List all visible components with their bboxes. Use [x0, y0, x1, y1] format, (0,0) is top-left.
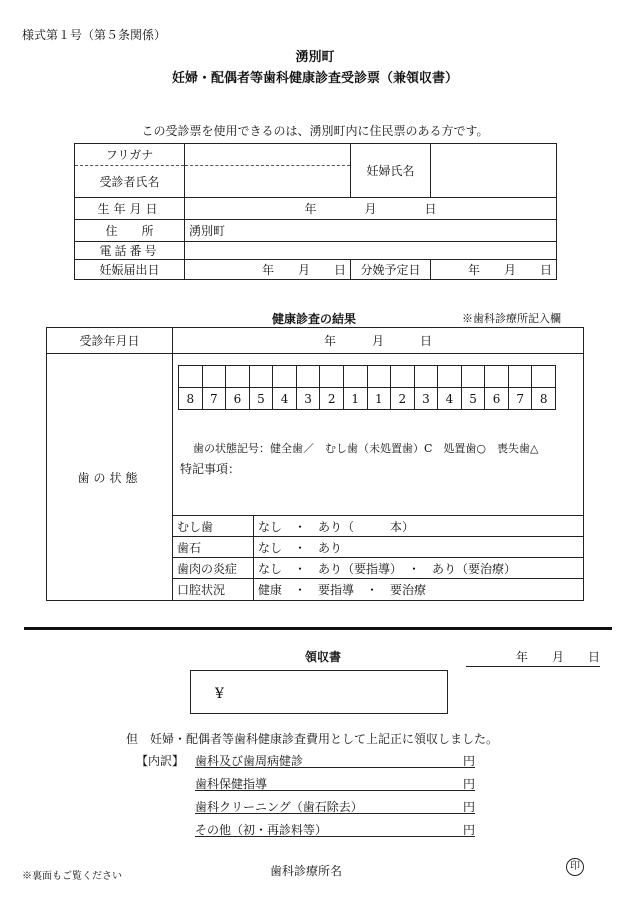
due-date-field[interactable]: 年 月 日 [431, 260, 557, 280]
amount-box[interactable] [190, 670, 448, 714]
tooth-box[interactable] [202, 366, 226, 388]
row-label-cavity: むし歯 [173, 516, 254, 537]
exam-date-field[interactable]: 年 月 日 [173, 328, 584, 354]
phone-field[interactable] [185, 242, 557, 260]
tooth-box[interactable] [273, 366, 297, 388]
tooth-box[interactable] [438, 366, 462, 388]
receipt-title: 領収書 [305, 650, 342, 664]
tooth-number: 4 [438, 388, 462, 410]
tooth-number: 2 [320, 388, 344, 410]
tooth-box[interactable] [320, 366, 344, 388]
breakdown-item[interactable] [195, 798, 475, 814]
tooth-number: 8 [532, 388, 556, 410]
seal-icon: 印 [566, 858, 584, 876]
tooth-box[interactable] [367, 366, 391, 388]
tooth-number: 6 [226, 388, 250, 410]
pregnant-name-label: 妊婦氏名 [351, 144, 431, 198]
breakdown-item-unit: 円 [462, 777, 475, 791]
tooth-box[interactable] [179, 366, 203, 388]
breakdown-label: 【内訳】 [136, 754, 185, 768]
patient-info-table [74, 143, 557, 280]
tooth-number: 3 [414, 388, 438, 410]
teeth-label: 歯の状態 [47, 354, 173, 601]
row-value-gum-inflammation[interactable]: なし ・ あり（要指導） ・ あり（要治療） [254, 558, 584, 579]
receipt-date[interactable]: 年 月 日 [466, 648, 600, 667]
pregnancy-report-label: 妊娠届出日 [75, 260, 185, 280]
special-notes-label: 特記事項： [180, 462, 241, 476]
form-title: 妊婦・配偶者等歯科健康診査受診票（兼領収書） [171, 71, 458, 86]
phone-label: 電話番号 [75, 242, 185, 260]
tooth-number: 7 [508, 388, 532, 410]
tooth-box[interactable] [485, 366, 509, 388]
pregnant-name-field[interactable] [431, 144, 557, 198]
form-number: 様式第１号（第５条関係） [22, 28, 167, 42]
breakdown-item[interactable] [195, 775, 475, 791]
results-table [46, 327, 584, 601]
receipt-statement: 但 妊婦・配偶者等歯科健康診査費用として上記正に領収しました。 [126, 732, 499, 746]
exam-date-label: 受診年月日 [47, 328, 173, 354]
tooth-box[interactable] [226, 366, 250, 388]
tooth-number: 4 [273, 388, 297, 410]
eligibility-note: この受診票を使用できるのは、湧別町内に住民票のある方です。 [141, 124, 489, 138]
breakdown-item-unit: 円 [462, 823, 475, 837]
tooth-box[interactable] [414, 366, 438, 388]
breakdown-item-label: 歯科クリーニング（歯石除去） [195, 800, 363, 814]
row-label-tartar: 歯石 [173, 537, 254, 558]
address-field[interactable]: 湧別町 [185, 220, 557, 242]
tooth-box[interactable] [461, 366, 485, 388]
breakdown-item-label: 歯科及び歯周病健診 [195, 754, 304, 768]
furigana-label: フリガナ [75, 144, 185, 166]
tooth-box[interactable] [296, 366, 320, 388]
tooth-number: 6 [485, 388, 509, 410]
tooth-box[interactable] [343, 366, 367, 388]
row-value-tartar[interactable]: なし ・ あり [254, 537, 584, 558]
breakdown-item-unit: 円 [462, 800, 475, 814]
breakdown-item-unit: 円 [462, 754, 475, 768]
tooth-box[interactable] [249, 366, 273, 388]
yen-symbol: ¥ [215, 686, 224, 702]
due-date-label: 分娩予定日 [351, 260, 431, 280]
teeth-grid [178, 365, 556, 410]
tooth-box[interactable] [391, 366, 415, 388]
results-heading: 健康診査の結果 [272, 312, 357, 326]
tooth-number: 8 [179, 388, 203, 410]
row-label-oral-condition: 口腔状況 [173, 579, 254, 601]
dob-field[interactable]: 年 月 日 [185, 198, 557, 220]
tooth-number: 5 [249, 388, 273, 410]
row-label-gum-inflammation: 歯肉の炎症 [173, 558, 254, 579]
dob-label: 生年月日 [75, 198, 185, 220]
tooth-number: 1 [343, 388, 367, 410]
address-label: 住 所 [75, 220, 185, 242]
tooth-box[interactable] [532, 366, 556, 388]
breakdown-item[interactable] [195, 821, 475, 837]
breakdown-item-label: その他（初・再診料等） [195, 823, 328, 837]
tooth-number: 3 [296, 388, 320, 410]
pregnancy-report-field[interactable]: 年 月 日 [185, 260, 351, 280]
teeth-chart-cell [173, 354, 584, 516]
patient-name-field[interactable] [185, 166, 351, 198]
clinic-note: ※歯科診療所記入欄 [462, 312, 561, 325]
tooth-number: 2 [391, 388, 415, 410]
tooth-box[interactable] [508, 366, 532, 388]
patient-name-label: 受診者氏名 [75, 166, 185, 198]
section-divider [24, 627, 612, 630]
back-note: ※裏面もご覧ください [22, 871, 122, 882]
breakdown-item[interactable] [195, 752, 475, 768]
town-name: 湧別町 [295, 50, 335, 65]
tooth-number: 5 [461, 388, 485, 410]
teeth-legend: 歯の状態記号：健全歯／ むし歯（未処置歯）C 処置歯○ 喪失歯△ [193, 442, 539, 455]
furigana-field[interactable] [185, 144, 351, 166]
row-value-oral-condition[interactable]: 健康 ・ 要指導 ・ 要治療 [254, 579, 584, 601]
teeth-chart [178, 365, 556, 410]
breakdown-item-label: 歯科保健指導 [195, 777, 268, 791]
clinic-name-label: 歯科診療所名 [270, 864, 343, 878]
row-value-cavity[interactable]: なし ・ あり（ 本） [254, 516, 584, 537]
tooth-number: 7 [202, 388, 226, 410]
tooth-number: 1 [367, 388, 391, 410]
